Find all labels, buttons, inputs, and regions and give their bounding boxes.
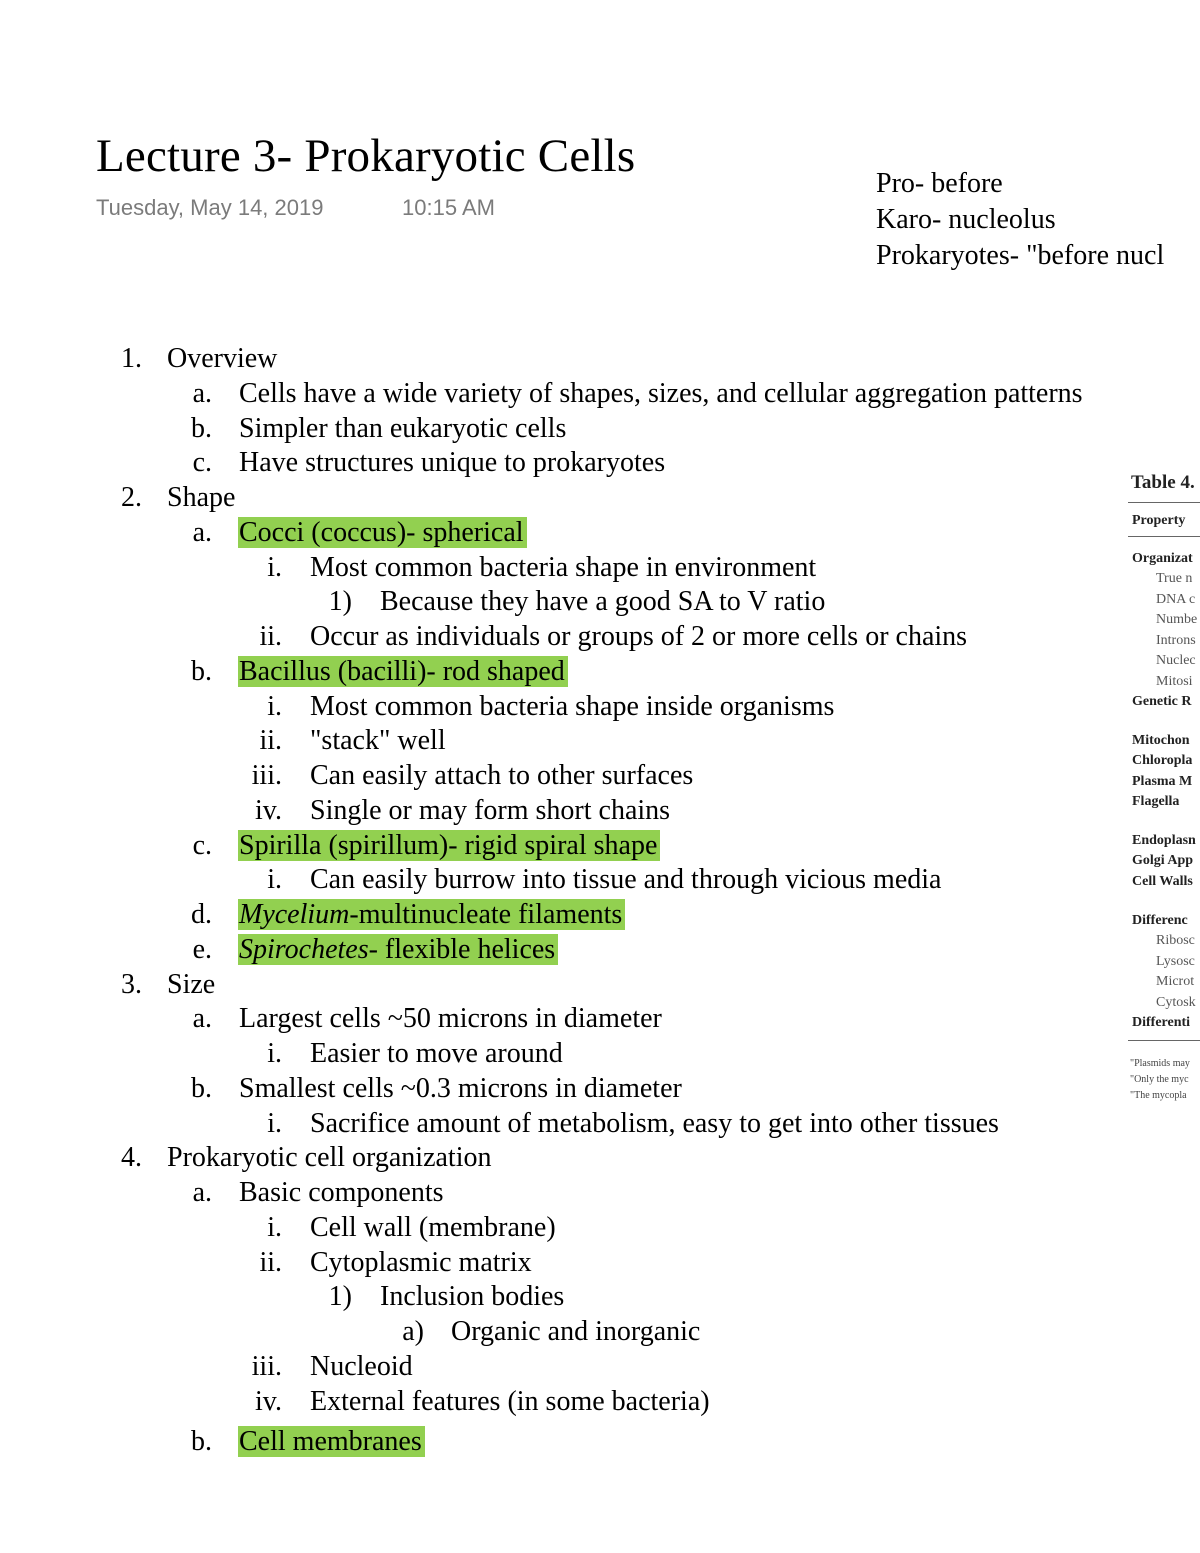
table-row-label: Numbe — [1156, 612, 1198, 627]
outline-item — [0, 1072, 1200, 1107]
outline-item — [0, 968, 1200, 1003]
table-row-label: Differenti — [1132, 1015, 1191, 1030]
highlighted-text — [238, 934, 558, 965]
item-text: Occur as individuals or groups of 2 or more cells or chains — [310, 621, 968, 652]
table-row-label: Nuclec — [1156, 653, 1196, 668]
list-marker: i. — [267, 1038, 282, 1069]
list-marker: iii. — [251, 760, 282, 791]
outline-item — [0, 551, 1200, 586]
side-note — [876, 166, 1164, 274]
table-row-label: Organizat — [1132, 551, 1193, 566]
table-row-label: Chloropla — [1132, 753, 1193, 768]
list-marker: c. — [192, 829, 212, 861]
highlighted-text-wrap — [239, 829, 660, 863]
outline-item — [0, 829, 1200, 864]
item-text: "stack" well — [310, 725, 446, 757]
list-marker: 1) — [328, 586, 352, 618]
highlighted-text-wrap — [239, 898, 625, 932]
list-marker: i. — [267, 1211, 282, 1243]
table-rule — [1128, 502, 1200, 503]
item-text: Cells have a wide variety of shapes, sizes, and cellular aggregation patterns — [239, 377, 1083, 409]
item-text: Size — [167, 968, 216, 1000]
table-row-label: Golgi App — [1132, 853, 1194, 868]
list-marker: i. — [267, 551, 282, 583]
list-marker: i. — [267, 864, 282, 896]
side-note-line: Prokaryotes- "before nucl — [876, 240, 1165, 271]
list-marker: b. — [191, 412, 212, 444]
item-text: Inclusion bodies — [380, 1281, 565, 1313]
highlighted-text-wrap — [239, 933, 558, 967]
list-marker: 1) — [328, 1281, 352, 1313]
highlighted-text: Spirilla (spirillum)- rigid spiral shape — [238, 830, 660, 861]
highlighted-text-wrap — [239, 516, 527, 550]
item-text: Can easily burrow into tissue and through vicious media — [310, 864, 942, 896]
highlighted-text: Bacillus (bacilli)- rod shaped — [238, 656, 568, 687]
list-marker: b. — [191, 1072, 212, 1104]
highlighted-text-wrap — [239, 655, 568, 689]
table-row-label: DNA c — [1156, 592, 1196, 607]
list-marker: a. — [192, 1003, 212, 1035]
outline-item — [0, 655, 1200, 690]
item-text: Organic and inorganic — [451, 1316, 701, 1347]
item-text: Cytoplasmic matrix — [310, 1246, 532, 1278]
outline-item — [0, 933, 1200, 968]
table-rule — [1128, 1040, 1200, 1041]
outline-item — [0, 620, 1200, 655]
highlighted-text: Cell membranes — [238, 1426, 425, 1457]
table-footnote: "Plasmids may — [1130, 1058, 1190, 1069]
table-row-label: Introns — [1156, 633, 1196, 648]
outline-item-cut-off — [0, 1419, 1200, 1458]
outline-list — [0, 342, 1200, 1458]
table-caption: Table 4. — [1131, 472, 1195, 493]
table-row-label: Microt — [1156, 974, 1195, 989]
list-marker: iii. — [251, 1350, 282, 1382]
highlighted-text — [238, 899, 625, 930]
note-time: 10:15 AM — [402, 195, 495, 220]
list-marker: 2. — [121, 482, 142, 513]
term-description: -multinucleate filaments — [349, 899, 623, 930]
outline-item — [0, 1002, 1200, 1037]
term-description: - flexible helices — [368, 933, 556, 965]
side-note-line: Karo- nucleolus — [876, 204, 1056, 235]
list-marker: 3. — [121, 968, 142, 1000]
table-row-label: Flagella — [1132, 794, 1180, 809]
italic-term: Mycelium — [239, 899, 350, 930]
outline-item — [0, 690, 1200, 725]
embedded-table-image — [1128, 470, 1200, 1140]
table-row-label: Genetic R — [1132, 694, 1192, 709]
list-marker: b. — [191, 655, 212, 687]
outline-item — [0, 377, 1200, 412]
table-row-label: Mitosi — [1156, 674, 1193, 689]
outline-item — [0, 1037, 1200, 1072]
item-text: Single or may form short chains — [310, 794, 671, 826]
outline-item — [0, 1350, 1200, 1385]
table-row-label: Mitochon — [1132, 733, 1190, 748]
table-row-label: Differenc — [1132, 913, 1188, 928]
item-text: Cell wall (membrane) — [310, 1211, 556, 1243]
outline-item — [0, 1385, 1200, 1420]
item-text: Most common bacteria shape in environment — [310, 551, 817, 583]
list-marker: i. — [267, 690, 282, 722]
highlighted-text: Cocci (coccus)- spherical — [238, 517, 527, 548]
list-marker: a. — [192, 377, 212, 409]
outline-item — [0, 759, 1200, 794]
list-marker: 1. — [121, 343, 142, 374]
list-marker: b. — [191, 1426, 212, 1458]
outline-item — [0, 1280, 1200, 1315]
list-marker: 4. — [121, 1142, 142, 1174]
list-marker: iv. — [255, 794, 282, 826]
item-text: Because they have a good SA to V ratio — [380, 586, 826, 618]
item-text: Shape — [167, 482, 236, 513]
item-text: Easier to move around — [310, 1038, 563, 1069]
item-text: Have structures unique to prokaryotes — [239, 447, 666, 479]
table-row-label: True n — [1156, 571, 1193, 586]
list-marker: d. — [191, 899, 212, 930]
list-marker: ii. — [259, 1246, 282, 1278]
list-marker: e. — [192, 933, 212, 965]
list-marker: ii. — [259, 621, 282, 652]
highlighted-text-wrap — [239, 1425, 425, 1459]
italic-term: Spirochetes — [239, 933, 369, 965]
outline-item — [0, 794, 1200, 829]
list-marker: i. — [267, 1107, 282, 1139]
outline-item — [0, 898, 1200, 933]
outline-item — [0, 1141, 1200, 1176]
table-footnote: "The mycopla — [1130, 1090, 1187, 1101]
outline-item — [0, 1246, 1200, 1281]
table-rule — [1128, 536, 1200, 537]
list-marker: a) — [402, 1316, 424, 1347]
table-row-label: Ribosc — [1156, 933, 1195, 948]
item-text: External features (in some bacteria) — [310, 1385, 710, 1417]
list-marker: c. — [192, 447, 212, 479]
table-row-label: Cytosk — [1156, 995, 1196, 1010]
outline-item — [0, 342, 1200, 377]
page-title: Lecture 3- Prokaryotic Cells — [96, 130, 636, 182]
list-marker: ii. — [259, 725, 282, 757]
item-text: Can easily attach to other surfaces — [310, 760, 694, 791]
list-marker: iv. — [255, 1385, 282, 1417]
outline-item — [0, 724, 1200, 759]
outline-item — [0, 863, 1200, 898]
item-text: Basic components — [239, 1177, 444, 1208]
list-marker: a. — [192, 516, 212, 548]
side-note-line: Pro- before — [876, 168, 1003, 199]
table-footnote: "Only the myc — [1130, 1074, 1189, 1085]
item-text: Nucleoid — [310, 1350, 413, 1382]
item-text: Smallest cells ~0.3 microns in diameter — [239, 1072, 682, 1104]
table-header: Property — [1132, 513, 1186, 528]
outline-item — [0, 1315, 1200, 1350]
table-row-label: Plasma M — [1132, 774, 1193, 789]
outline-item — [0, 1176, 1200, 1211]
item-text: Prokaryotic cell organization — [167, 1142, 492, 1174]
outline-item — [0, 516, 1200, 551]
item-text: Overview — [167, 343, 278, 374]
item-text: Most common bacteria shape inside organisms — [310, 690, 835, 722]
item-text: Simpler than eukaryotic cells — [239, 412, 567, 444]
note-date: Tuesday, May 14, 2019 — [96, 195, 324, 220]
item-text: Largest cells ~50 microns in diameter — [239, 1003, 662, 1035]
table-row-label: Endoplasn — [1132, 833, 1196, 848]
outline-item — [0, 481, 1200, 516]
outline-item — [0, 412, 1200, 447]
table-row-label: Lysosc — [1156, 954, 1195, 969]
outline-item — [0, 585, 1200, 620]
table-row-label: Cell Walls — [1132, 874, 1193, 889]
item-text: Sacrifice amount of metabolism, easy to get into other tissues — [310, 1107, 999, 1139]
outline-item — [0, 1107, 1200, 1142]
outline-item — [0, 446, 1200, 481]
list-marker: a. — [192, 1177, 212, 1208]
outline-item — [0, 1211, 1200, 1246]
